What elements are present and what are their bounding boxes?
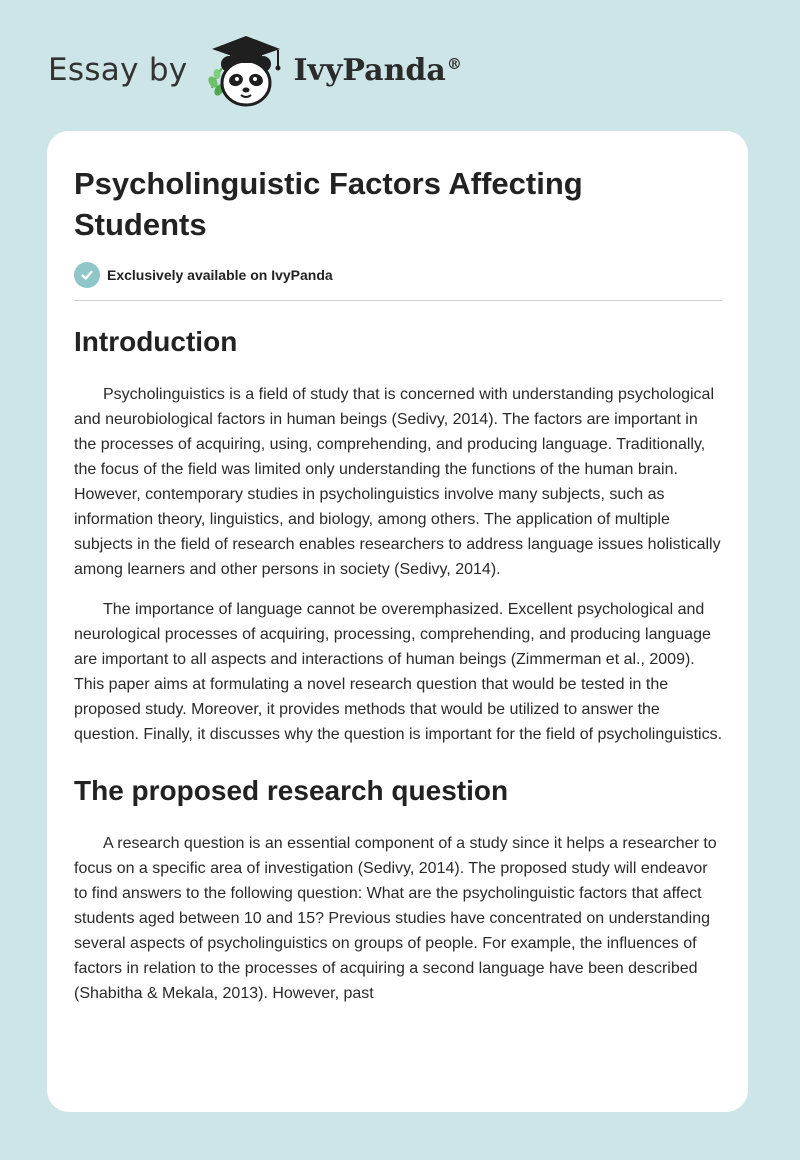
section-research-question <box>74 773 722 1006</box>
check-circle-icon <box>74 262 100 288</box>
section-introduction <box>74 324 722 747</box>
paragraph: The importance of language cannot be overemphasized. Excellent psychological and neurological processes of acquiring, processing, comprehending, and producing language are important to all aspects and interactions of human beings (Zimmerman et al., 2009). This paper aims at formulating a novel research question that would be tested in the proposed study. Moreover, it provides methods that would be utilized to answer the question. Finally, it discusses why the question is important for the field of psycholinguistics. <box>74 601 723 743</box>
section-heading: The proposed research question <box>74 775 509 806</box>
panda-logo-icon <box>200 28 290 112</box>
section-heading: Introduction <box>74 326 238 357</box>
brand-prefix: Essay by <box>48 52 188 88</box>
exclusive-badge <box>74 262 722 288</box>
essay-card <box>47 131 748 1112</box>
page-title: Psycholinguistic Factors Affecting Students <box>74 166 583 242</box>
essay-content <box>74 163 722 1006</box>
paragraph: Psycholinguistics is a field of study that is concerned with understanding psychological and neurobiological factors in human beings (Sedivy, 2014). The factors are important in the processes of acquiring, using, comprehending, and producing language. Traditionally, the focus of the field was limited only understanding the functions of the human brain. However, contemporary studies in psycholinguistics involve many subjects, such as information theory, linguistics, and biology, among others. The application of multiple subjects in the field of research enables researchers to address language issues holistically among learners and other persons in society (Sedivy, 2014). <box>74 386 721 578</box>
exclusive-label: Exclusively available on IvyPanda <box>107 267 333 283</box>
registered-mark: ® <box>446 54 462 73</box>
paragraph: A research question is an essential component of a study since it helps a researcher to focus on a specific area of investigation (Sedivy, 2014). The proposed study will endeavor to find answers to the following question: What are the psycholinguistic factors that affect students aged between 10 and 15? Previous studies have concentrated on understanding several aspects of psycholinguistics on groups of people. For example, the influences of factors in relation to the processes of acquiring a second language have been described (Shabitha & Mekala, 2013). However, past <box>74 835 717 1002</box>
brand-name-text: IvyPanda <box>293 52 446 88</box>
divider <box>74 300 722 301</box>
brand-name <box>294 53 462 88</box>
brand-header <box>48 28 462 112</box>
